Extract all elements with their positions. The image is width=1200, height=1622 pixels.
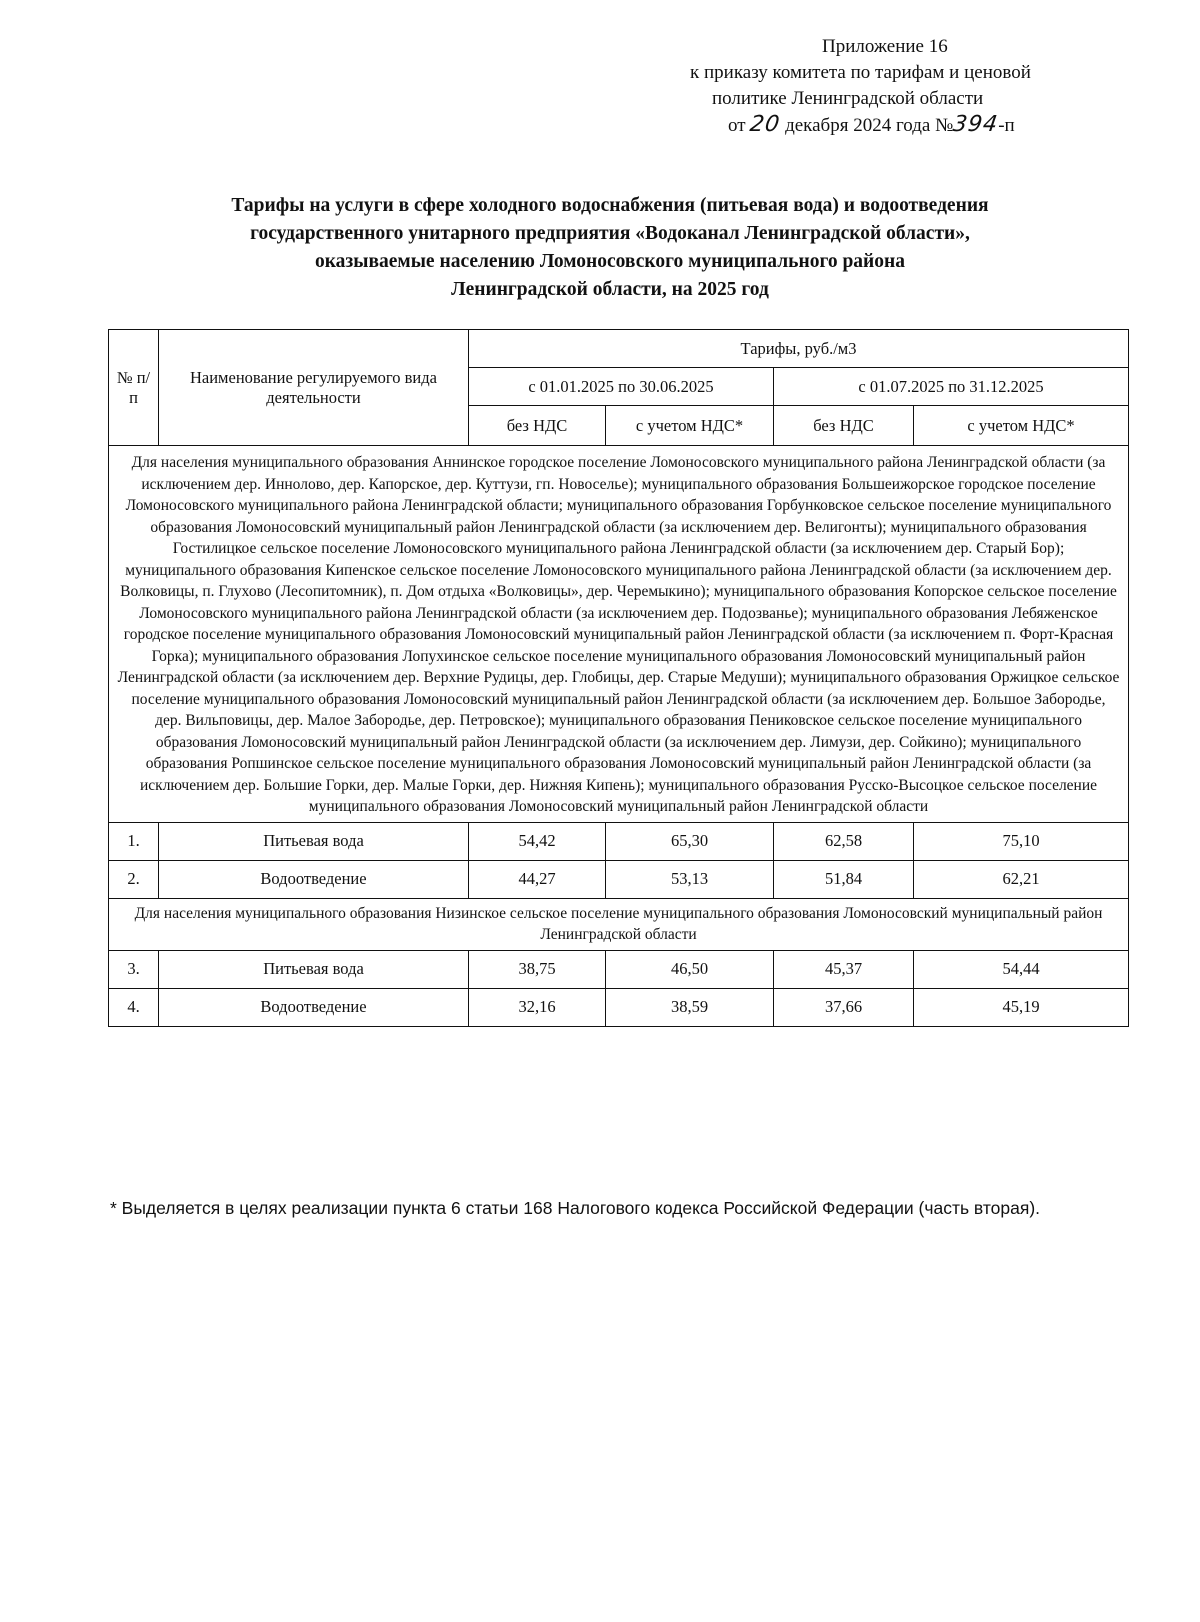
annex-title: Приложение 16 [822,36,948,57]
row-p2-vat: 75,10 [914,822,1129,860]
row-num: 1. [109,822,159,860]
row-p1-vat: 46,50 [606,950,774,988]
row-p1-no-vat: 54,42 [469,822,606,860]
row-p1-vat: 53,13 [606,860,774,898]
date-prefix: от [728,115,746,136]
title-line: государственного унитарного предприятия «Водоканал Ленинградской области», [250,223,970,244]
annex-date-line [560,112,1120,139]
row-name: Питьевая вода [159,950,469,988]
row-p1-no-vat: 44,27 [469,860,606,898]
header-no-vat: без НДС [774,406,914,446]
row-num: 2. [109,860,159,898]
document-title [110,192,1110,304]
row-p2-vat: 54,44 [914,950,1129,988]
group-description-row [109,446,1129,823]
row-p2-no-vat: 51,84 [774,860,914,898]
row-p2-no-vat: 45,37 [774,950,914,988]
table-row [109,950,1129,988]
header-no-vat: без НДС [469,406,606,446]
row-p2-vat: 62,21 [914,860,1129,898]
header-row [109,330,1129,368]
handwritten-number: 394 [951,112,1001,137]
header-period-1: с 01.01.2025 по 30.06.2025 [469,368,774,406]
header-with-vat: с учетом НДС* [606,406,774,446]
row-name: Питьевая вода [159,822,469,860]
annex-order-line: к приказу комитета по тарифам и ценовой [690,62,1031,83]
row-num: 4. [109,988,159,1026]
row-p1-no-vat: 32,16 [469,988,606,1026]
table-row [109,860,1129,898]
header-tariffs: Тарифы, руб./м3 [469,330,1129,368]
group-2-description: Для населения муниципального образования Низинское сельское поселение муниципального образования Ломоносовский муниципальный район Ленинградской области [109,898,1129,950]
row-name: Водоотведение [159,860,469,898]
annex-header [560,34,1120,139]
row-p2-no-vat: 37,66 [774,988,914,1026]
header-num: № п/п [109,330,159,446]
header-with-vat: с учетом НДС* [914,406,1129,446]
row-p1-no-vat: 38,75 [469,950,606,988]
annex-committee-line: политике Ленинградской области [712,88,984,109]
row-p1-vat: 65,30 [606,822,774,860]
table-row [109,988,1129,1026]
title-line: оказываемые населению Ломоносовского муниципального района [314,251,906,272]
row-name: Водоотведение [159,988,469,1026]
tariffs-table [108,329,1129,1027]
title-line: Ленинградской области, на 2025 год [451,279,769,300]
footnote: * Выделяется в целях реализации пункта 6 статьи 168 Налогового кодекса Российской Федерации (часть вторая). [110,1198,1041,1218]
handwritten-day: 20 [748,112,783,137]
row-num: 3. [109,950,159,988]
title-line: Тарифы на услуги в сфере холодного водоснабжения (питьевая вода) и водоотведения [231,195,989,216]
number-suffix: -п [998,115,1015,136]
header-period-2: с 01.07.2025 по 31.12.2025 [774,368,1129,406]
group-description-row [109,898,1129,950]
header-activity: Наименование регулируемого вида деятельности [159,330,469,446]
table-row [109,822,1129,860]
row-p2-no-vat: 62,58 [774,822,914,860]
group-1-description: Для населения муниципального образования Аннинское городское поселение Ломоносовского муниципального района Ленинградской области (за исключением дер. Иннолово, дер. Капорское, дер. Куттузи, гп. Новоселье); муниципального образования Большеижорское городское поселение Ломоносовского муниципального района Ленинградской области; муниципального образования Горбунковское сельское поселение муниципального образования Ломоносовский муниципальный район Ленинградской области (за исключением дер. Велигонты); муниципального образования Гостилицкое сельское поселение Ломоносовского муниципального района Ленинградской области (за исключением дер. Старый Бор); муниципального образования Кипенское сельское поселение Ломоносовского муниципального района Ленинградской области (за исключением дер. Волковицы, п. Глухово (Лесопитомник), п. Дом отдыха «Волковицы», дер. Черемыкино); муниципального образования Копорское сельское поселение Ломоносовского муниципального района Ленинградской области (за исключением дер. Подозванье); муниципального образования Лебяженское городское поселение муниципального образования Ломоносовский муниципальный район Ленинградской области (за исключением п. Форт-Красная Горка); муниципального образования Лопухинское сельское поселение муниципального образования Ломоносовский муниципальный район Ленинградской области (за исключением дер. Верхние Рудицы, дер. Глобицы, дер. Старые Медуши); муниципального образования Оржицкое сельское поселение муниципального образования Ломоносовский муниципальный район Ленинградской области (за исключением дер. Большое Забородье, дер. Вильповицы, дер. Малое Забородье, дер. Петровское); муниципального образования Пениковское сельское поселение муниципального образования Ломоносовский муниципальный район Ленинградской области (за исключением дер. Лимузи, дер. Сойкино); муниципального образования Ропшинское сельское поселение муниципального образования Ломоносовский муниципальный район Ленинградской области (за исключением дер. Большие Горки, дер. Малые Горки, дер. Нижняя Кипень); муниципального образования Русско-Высоцкое сельское поселение муниципального образования Ломоносовский муниципальный район Ленинградской области [109,446,1129,823]
date-month-year: декабря 2024 года № [785,115,954,136]
row-p2-vat: 45,19 [914,988,1129,1026]
row-p1-vat: 38,59 [606,988,774,1026]
